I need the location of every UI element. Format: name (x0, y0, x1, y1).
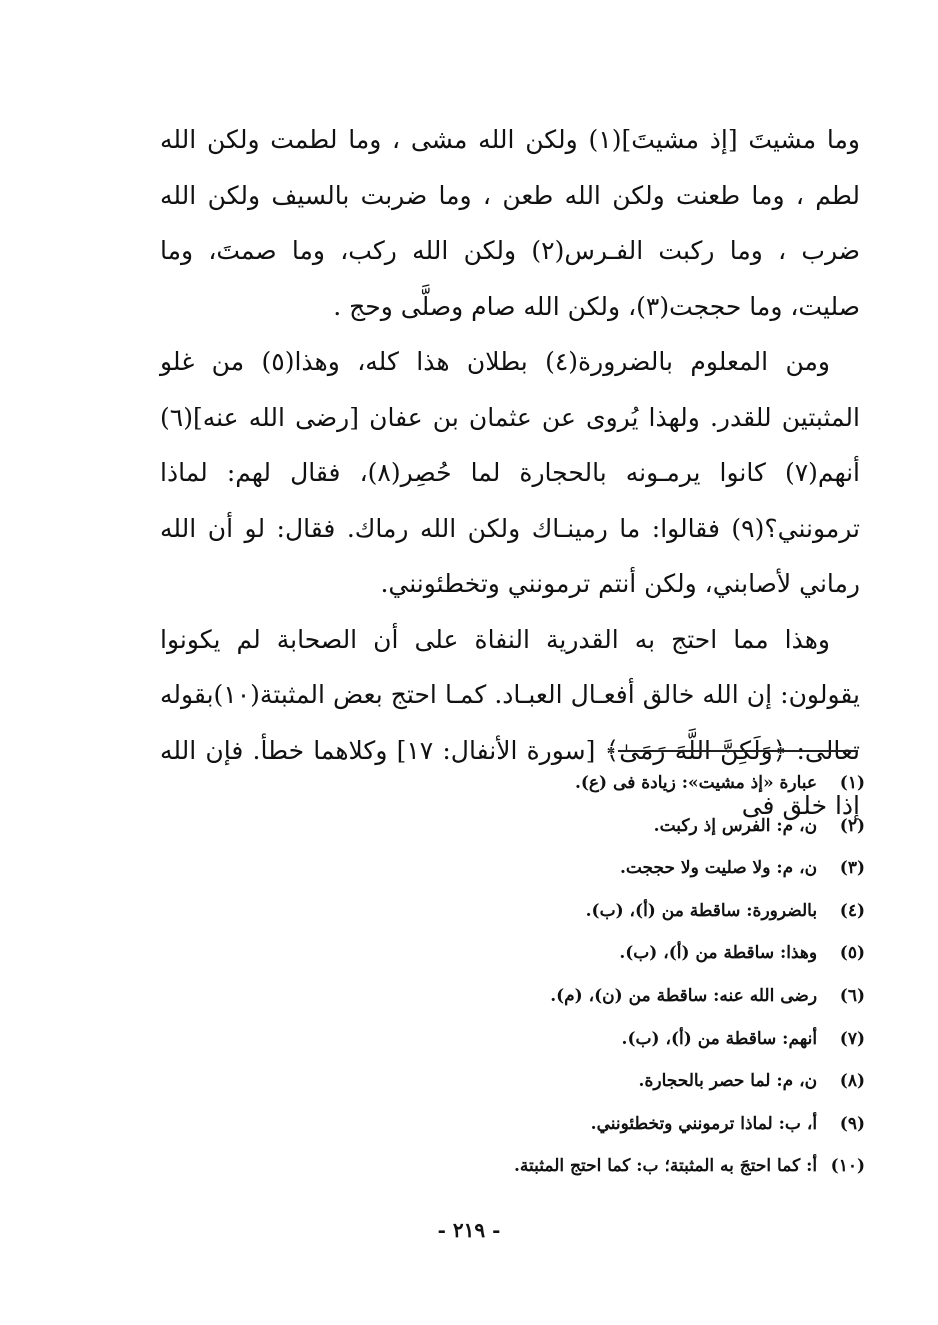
footnote-text: أ: كما احتجَ به المثبتة؛ ب: كما احتج المثبتة. (513, 1156, 818, 1177)
footnote-number: (٤) (839, 900, 865, 921)
footnote-number: (١) (839, 773, 865, 793)
footnote-text: عبارة «إذ مشيت»: زيادة فى (ع). (574, 773, 818, 793)
footnote-text: ن، م: ولا صليت ولا حججت. (619, 858, 818, 879)
footnote (300, 805, 865, 848)
footnotes (300, 762, 865, 1188)
footnote (300, 890, 865, 933)
paragraph: ومن المعلوم بالضرورة(٤) بطلان هذا كله، وهذا(٥) من غلو المثبتين للقدر. ولهذا يُروى عن عثمان بن عفان [رضى الله عنه](٦) أنهم(٧) كانوا يرمـونه بالحجارة لما حُصِر(٨)، فقال لهم: لماذا ترمونني؟(٩) فقالوا: ما رمينـاك ولكن الله رماك. فقال: لو أن الله رماني لأصابني، ولكن أنتم ترمونني وتخطئونني. (160, 347, 860, 598)
footnote (300, 1060, 865, 1103)
footnote-number: (٩) (839, 1113, 865, 1134)
footnote (300, 847, 865, 890)
footnote-number: (١٠) (830, 1156, 865, 1177)
paragraph: وهذا مما احتج به القدرية النفاة على أن الصحابة لم يكونوا يقولون: إن الله خالق أفعـال العبـاد. كمـا احتج بعض المثبتة(١٠)بقوله تعالى: ﴿وَلَكِنَّ اللَّهَ رَمَىٰ﴾ [سورة الأنفال: ١٧] وكلاهما خطأ. فإن الله إذا خلق فى (160, 624, 860, 820)
footnote (300, 932, 865, 975)
main-text (160, 112, 860, 834)
footnote (300, 1145, 865, 1188)
footnote-text: أنهم: ساقطة من (أ)، (ب). (621, 1028, 818, 1049)
footnote-number: (٦) (839, 985, 865, 1006)
footnote-number: (٣) (839, 858, 865, 879)
footnote-text: ن، م: الفرس إذ ركبت. (653, 815, 818, 836)
footnote-number: (٨) (839, 1071, 865, 1092)
footnote (300, 1103, 865, 1146)
paragraph: وما مشيتَ [إذ مشيتَ](١) ولكن الله مشى ، وما لطمت ولكن الله لطم ، وما طعنت ولكن الله طعن ، وما ضربت بالسيف ولكن الله ضرب ، وما ركبت الفـرس(٢) ولكن الله ركب، وما صمتَ، وما صليت، وما حججت(٣)، ولكن الله صام وصلَّى وحج . (160, 125, 860, 321)
footnote-number: (٥) (839, 943, 865, 964)
footnote-number: (٢) (839, 815, 865, 836)
footnote-text: بالضرورة: ساقطة من (أ)، (ب). (585, 900, 818, 921)
footnote (300, 975, 865, 1018)
footnote-text: ن، م: لما حصر بالحجارة. (638, 1071, 818, 1092)
footnote-separator (618, 750, 858, 752)
footnote-number: (٧) (839, 1028, 865, 1049)
footnote-text: رضى الله عنه: ساقطة من (ن)، (م). (550, 985, 818, 1006)
page-number: - ٢١٩ - (437, 1218, 501, 1242)
footnote (300, 762, 865, 805)
footnote-text: وهذا: ساقطة من (أ)، (ب). (619, 943, 818, 964)
footnote-text: أ، ب: لماذا ترمونني وتخطئونني. (590, 1113, 818, 1134)
footnote (300, 1018, 865, 1061)
